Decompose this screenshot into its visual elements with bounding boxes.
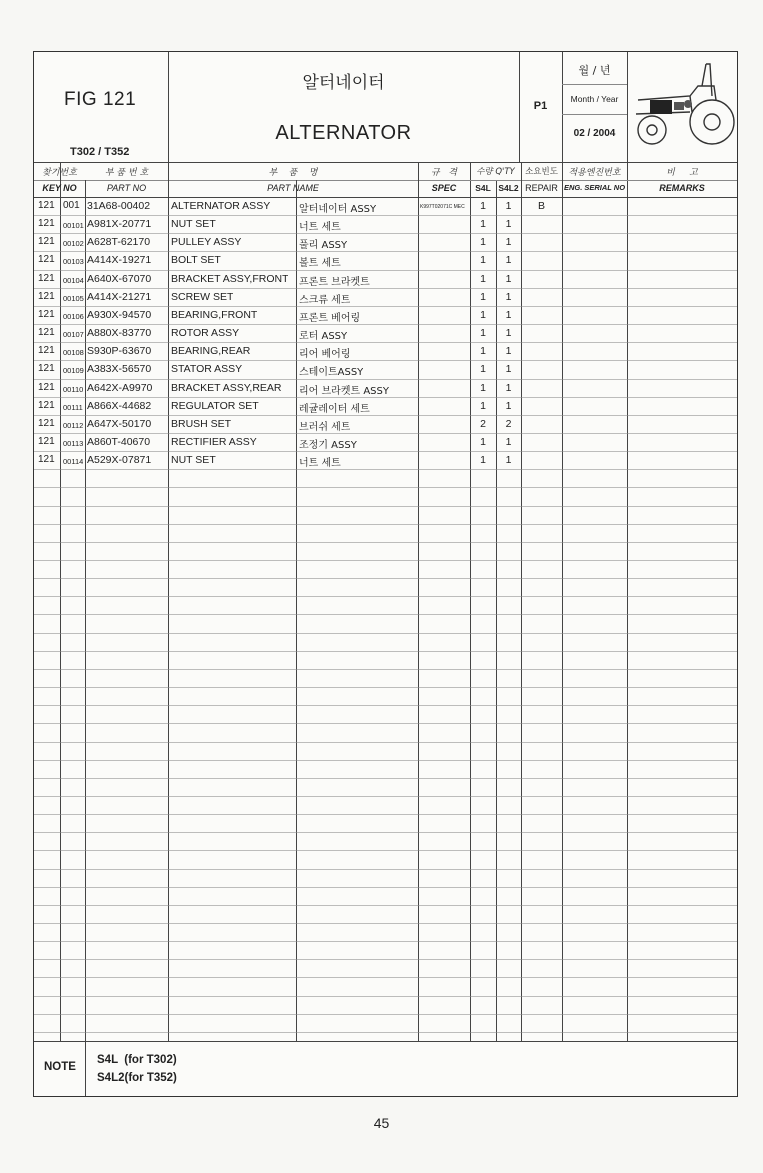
row-figure-number: 121 bbox=[38, 218, 55, 230]
row-rule bbox=[34, 215, 737, 216]
row-qty-s4l2: 1 bbox=[505, 236, 512, 249]
row-part-number: A860T-40670 bbox=[87, 435, 151, 448]
table-row bbox=[34, 289, 737, 307]
row-qty-s4l: 1 bbox=[480, 236, 486, 249]
table-row bbox=[34, 398, 737, 416]
col-key: KEY NO bbox=[42, 183, 77, 193]
table-row bbox=[34, 343, 737, 361]
row-part-name: STATOR ASSY bbox=[171, 363, 243, 376]
title-korean: 알터네이터 bbox=[302, 73, 385, 93]
row-rule bbox=[34, 451, 737, 452]
row-part-name: ALTERNATOR ASSY bbox=[171, 200, 271, 212]
col-qty: 수량 Q'TY bbox=[476, 167, 515, 177]
row-part-name: BRUSH SET bbox=[171, 417, 232, 430]
date-label: Month / Year bbox=[570, 94, 619, 104]
row-rule bbox=[34, 379, 737, 380]
row-qty-s4l: 1 bbox=[480, 327, 486, 340]
row-rule bbox=[34, 233, 737, 234]
row-qty-s4l: 1 bbox=[480, 345, 486, 358]
row-rule bbox=[34, 578, 737, 579]
row-key-number: 00107 bbox=[63, 330, 84, 340]
note-line-1: S4L (for T302) bbox=[97, 1054, 177, 1066]
row-part-name-korean: 너트 세트 bbox=[299, 222, 341, 234]
row-rule bbox=[34, 705, 737, 706]
row-part-number: A628T-62170 bbox=[87, 236, 151, 249]
col-serial: ENG. SERIAL NO bbox=[563, 183, 626, 192]
row-qty-s4l: 1 bbox=[480, 381, 486, 394]
row-rule bbox=[34, 524, 737, 525]
row-part-name: NUT SET bbox=[171, 454, 216, 467]
row-part-name-korean: 레귤레이터 세트 bbox=[299, 403, 370, 415]
row-part-name-korean: 너트 세트 bbox=[299, 458, 341, 470]
row-qty-s4l2: 1 bbox=[505, 435, 512, 448]
col-qty-s4l: S4L bbox=[475, 183, 491, 193]
table-row bbox=[34, 452, 737, 470]
row-part-number: A880X-83770 bbox=[87, 327, 152, 340]
row-figure-number: 121 bbox=[38, 308, 55, 320]
row-qty-s4l: 1 bbox=[480, 399, 486, 412]
table-row bbox=[34, 252, 737, 270]
col-serial-korean: 적용엔진번호 bbox=[568, 168, 621, 178]
row-part-number: A414X-21271 bbox=[87, 290, 152, 303]
row-rule bbox=[34, 778, 737, 779]
row-rule bbox=[34, 506, 737, 507]
row-key-number: 00113 bbox=[63, 438, 84, 448]
row-qty-s4l2: 1 bbox=[505, 290, 512, 303]
table-row bbox=[34, 198, 737, 216]
row-key-number: 00105 bbox=[63, 293, 84, 303]
model-numbers: T302 / T352 bbox=[70, 146, 130, 158]
row-qty-s4l2: 1 bbox=[505, 399, 512, 412]
row-rule bbox=[34, 324, 737, 325]
page-code: P1 bbox=[533, 100, 548, 112]
row-qty-s4l2: 1 bbox=[505, 381, 512, 394]
row-rule bbox=[34, 1032, 737, 1033]
row-qty-s4l2: 1 bbox=[505, 308, 512, 321]
table-row bbox=[34, 434, 737, 452]
col-remarks: REMARKS bbox=[659, 183, 705, 193]
col-spec-korean: 규 격 bbox=[431, 168, 457, 178]
row-rule bbox=[34, 651, 737, 652]
row-rule bbox=[34, 433, 737, 434]
row-rule bbox=[34, 687, 737, 688]
row-rule bbox=[34, 941, 737, 942]
table-row bbox=[34, 234, 737, 252]
row-key-number: 00108 bbox=[63, 348, 84, 358]
row-part-name-korean: 브러쉬 세트 bbox=[299, 421, 351, 433]
row-rule bbox=[34, 342, 737, 343]
row-part-name-korean: 스크류 세트 bbox=[299, 294, 351, 306]
row-qty-s4l2: 1 bbox=[505, 327, 512, 340]
row-qty-s4l: 1 bbox=[480, 454, 486, 467]
row-part-name: PULLEY ASSY bbox=[171, 236, 242, 249]
row-part-name-korean: 알터네이터 ASSY bbox=[299, 204, 377, 215]
col-spec: SPEC bbox=[431, 183, 457, 193]
row-rule bbox=[34, 469, 737, 470]
row-part-number: A642X-A9970 bbox=[87, 381, 153, 394]
row-part-name: REGULATOR SET bbox=[171, 399, 259, 412]
row-rule bbox=[34, 251, 737, 252]
row-rule bbox=[34, 633, 737, 634]
row-figure-number: 121 bbox=[38, 200, 55, 211]
col-key-korean: 찾기번호 bbox=[42, 168, 77, 178]
row-rule bbox=[34, 923, 737, 924]
row-qty-s4l: 1 bbox=[480, 435, 486, 448]
row-rule bbox=[34, 814, 737, 815]
row-rule bbox=[34, 596, 737, 597]
col-qty-s4l2: S4L2 bbox=[498, 183, 519, 193]
figure-number: FIG 121 bbox=[64, 89, 137, 110]
row-part-number: A981X-20771 bbox=[87, 218, 152, 231]
row-qty-s4l2: 1 bbox=[505, 200, 512, 212]
row-part-number: A930X-94570 bbox=[87, 308, 152, 321]
row-qty-s4l2: 1 bbox=[505, 454, 512, 467]
row-part-name-korean: 풀리 ASSY bbox=[299, 240, 348, 252]
row-rule bbox=[34, 760, 737, 761]
note-line-2: S4L2(for T352) bbox=[97, 1072, 177, 1084]
row-key-number: 00101 bbox=[63, 221, 84, 231]
row-qty-s4l2: 1 bbox=[505, 363, 512, 376]
row-qty-s4l: 1 bbox=[480, 254, 486, 267]
row-part-number: 31A68-00402 bbox=[87, 200, 151, 212]
col-part-no: PART NO bbox=[106, 183, 147, 193]
row-figure-number: 121 bbox=[38, 363, 55, 375]
row-rule bbox=[34, 832, 737, 833]
row-rule bbox=[34, 887, 737, 888]
row-key-number: 00103 bbox=[63, 257, 84, 267]
row-key-number: 00106 bbox=[63, 311, 84, 321]
row-part-name: BEARING,REAR bbox=[171, 345, 251, 358]
row-figure-number: 121 bbox=[38, 381, 55, 393]
col-name-korean: 부 품 명 bbox=[268, 168, 318, 178]
row-rule bbox=[34, 415, 737, 416]
table-row bbox=[34, 216, 737, 234]
row-qty-s4l2: 1 bbox=[505, 254, 512, 267]
parts-sheet bbox=[33, 51, 738, 1097]
row-qty-s4l: 1 bbox=[480, 272, 486, 285]
row-key-number: 00109 bbox=[63, 366, 84, 376]
page-number: 45 bbox=[373, 1115, 390, 1131]
row-rule bbox=[34, 796, 737, 797]
table-row bbox=[34, 416, 737, 434]
row-key-number: 001 bbox=[63, 200, 80, 211]
row-rule bbox=[34, 306, 737, 307]
row-rule bbox=[34, 742, 737, 743]
col-repair-korean: 소요빈도 bbox=[525, 167, 558, 177]
date-value: 02 / 2004 bbox=[573, 128, 616, 139]
row-qty-s4l: 1 bbox=[480, 218, 486, 231]
row-figure-number: 121 bbox=[38, 290, 55, 302]
page-title: ALTERNATOR bbox=[275, 122, 412, 144]
row-qty-s4l2: 2 bbox=[505, 417, 512, 430]
row-rule bbox=[34, 996, 737, 997]
col-part-korean: 부 품 번 호 bbox=[104, 168, 149, 178]
row-rule bbox=[34, 487, 737, 488]
row-part-name-korean: 스테이트ASSY bbox=[299, 367, 364, 379]
row-figure-number: 121 bbox=[38, 327, 55, 339]
row-rule bbox=[34, 669, 737, 670]
table-row bbox=[34, 361, 737, 379]
row-rule bbox=[34, 850, 737, 851]
row-part-name: NUT SET bbox=[171, 218, 216, 231]
col-repair: REPAIR bbox=[525, 183, 558, 193]
row-qty-s4l2: 1 bbox=[505, 218, 512, 231]
tractor-illustration bbox=[630, 56, 736, 160]
row-part-name: BOLT SET bbox=[171, 254, 221, 267]
row-key-number: 00111 bbox=[63, 402, 83, 412]
row-part-name-korean: 조정기 ASSY bbox=[299, 439, 357, 451]
row-part-name: BRACKET ASSY,FRONT bbox=[171, 272, 289, 285]
row-key-number: 00114 bbox=[63, 457, 84, 467]
table-row bbox=[34, 325, 737, 343]
date-label-korean: 월 / 년 bbox=[578, 64, 611, 77]
table-row bbox=[34, 307, 737, 325]
row-part-name-korean: 프론트 베어링 bbox=[299, 312, 361, 324]
row-part-number: A529X-07871 bbox=[87, 454, 152, 467]
note-label: NOTE bbox=[44, 1061, 76, 1073]
row-qty-s4l: 1 bbox=[480, 308, 486, 321]
row-key-number: 00104 bbox=[63, 275, 84, 285]
row-key-number: 00110 bbox=[63, 384, 84, 394]
table-row bbox=[34, 380, 737, 398]
table-row bbox=[34, 271, 737, 289]
row-spec: K997T02071C MEC bbox=[420, 204, 465, 210]
row-part-name-korean: 리어 베어링 bbox=[299, 349, 351, 361]
row-part-name-korean: 리어 브라켓트 ASSY bbox=[299, 385, 389, 397]
col-part-name: PART NAME bbox=[267, 183, 319, 193]
row-figure-number: 121 bbox=[38, 254, 55, 266]
row-key-number: 00102 bbox=[63, 239, 84, 249]
row-rule bbox=[34, 360, 737, 361]
row-part-name-korean: 로터 ASSY bbox=[299, 331, 348, 343]
row-figure-number: 121 bbox=[38, 399, 55, 411]
row-rule bbox=[34, 614, 737, 615]
row-rule bbox=[34, 723, 737, 724]
row-part-number: A383X-56570 bbox=[87, 363, 152, 376]
row-figure-number: 121 bbox=[38, 435, 55, 447]
row-part-name: SCREW SET bbox=[171, 290, 234, 303]
row-rule bbox=[34, 1014, 737, 1015]
row-rule bbox=[34, 560, 737, 561]
row-figure-number: 121 bbox=[38, 345, 55, 357]
row-rule bbox=[34, 959, 737, 960]
row-qty-s4l: 1 bbox=[480, 363, 486, 376]
row-rule bbox=[34, 270, 737, 271]
row-part-number: S930P-63670 bbox=[87, 345, 152, 358]
row-rule bbox=[34, 977, 737, 978]
row-part-name: RECTIFIER ASSY bbox=[171, 435, 257, 448]
row-qty-s4l2: 1 bbox=[505, 345, 512, 358]
row-repair: B bbox=[537, 200, 545, 212]
row-key-number: 00112 bbox=[63, 420, 84, 430]
row-part-name-korean: 프론트 브라켓트 bbox=[299, 276, 370, 288]
row-part-name: ROTOR ASSY bbox=[171, 327, 240, 340]
row-qty-s4l2: 1 bbox=[505, 272, 512, 285]
row-figure-number: 121 bbox=[38, 272, 55, 284]
row-figure-number: 121 bbox=[38, 417, 55, 429]
row-figure-number: 121 bbox=[38, 454, 55, 466]
row-rule bbox=[34, 905, 737, 906]
row-qty-s4l: 1 bbox=[480, 200, 486, 212]
row-part-number: A414X-19271 bbox=[87, 254, 152, 267]
row-part-name: BRACKET ASSY,REAR bbox=[171, 381, 282, 394]
row-rule bbox=[34, 288, 737, 289]
row-part-name-korean: 볼트 세트 bbox=[299, 258, 341, 270]
row-rule bbox=[34, 542, 737, 543]
row-qty-s4l: 2 bbox=[480, 417, 486, 430]
row-part-name: BEARING,FRONT bbox=[171, 308, 258, 321]
row-part-number: A647X-50170 bbox=[87, 417, 152, 430]
row-part-number: A640X-67070 bbox=[87, 272, 152, 285]
row-qty-s4l: 1 bbox=[480, 290, 486, 303]
row-rule bbox=[34, 397, 737, 398]
row-figure-number: 121 bbox=[38, 236, 55, 248]
col-remarks-korean: 비 고 bbox=[666, 168, 698, 178]
row-part-number: A866X-44682 bbox=[87, 399, 152, 412]
row-rule bbox=[34, 869, 737, 870]
